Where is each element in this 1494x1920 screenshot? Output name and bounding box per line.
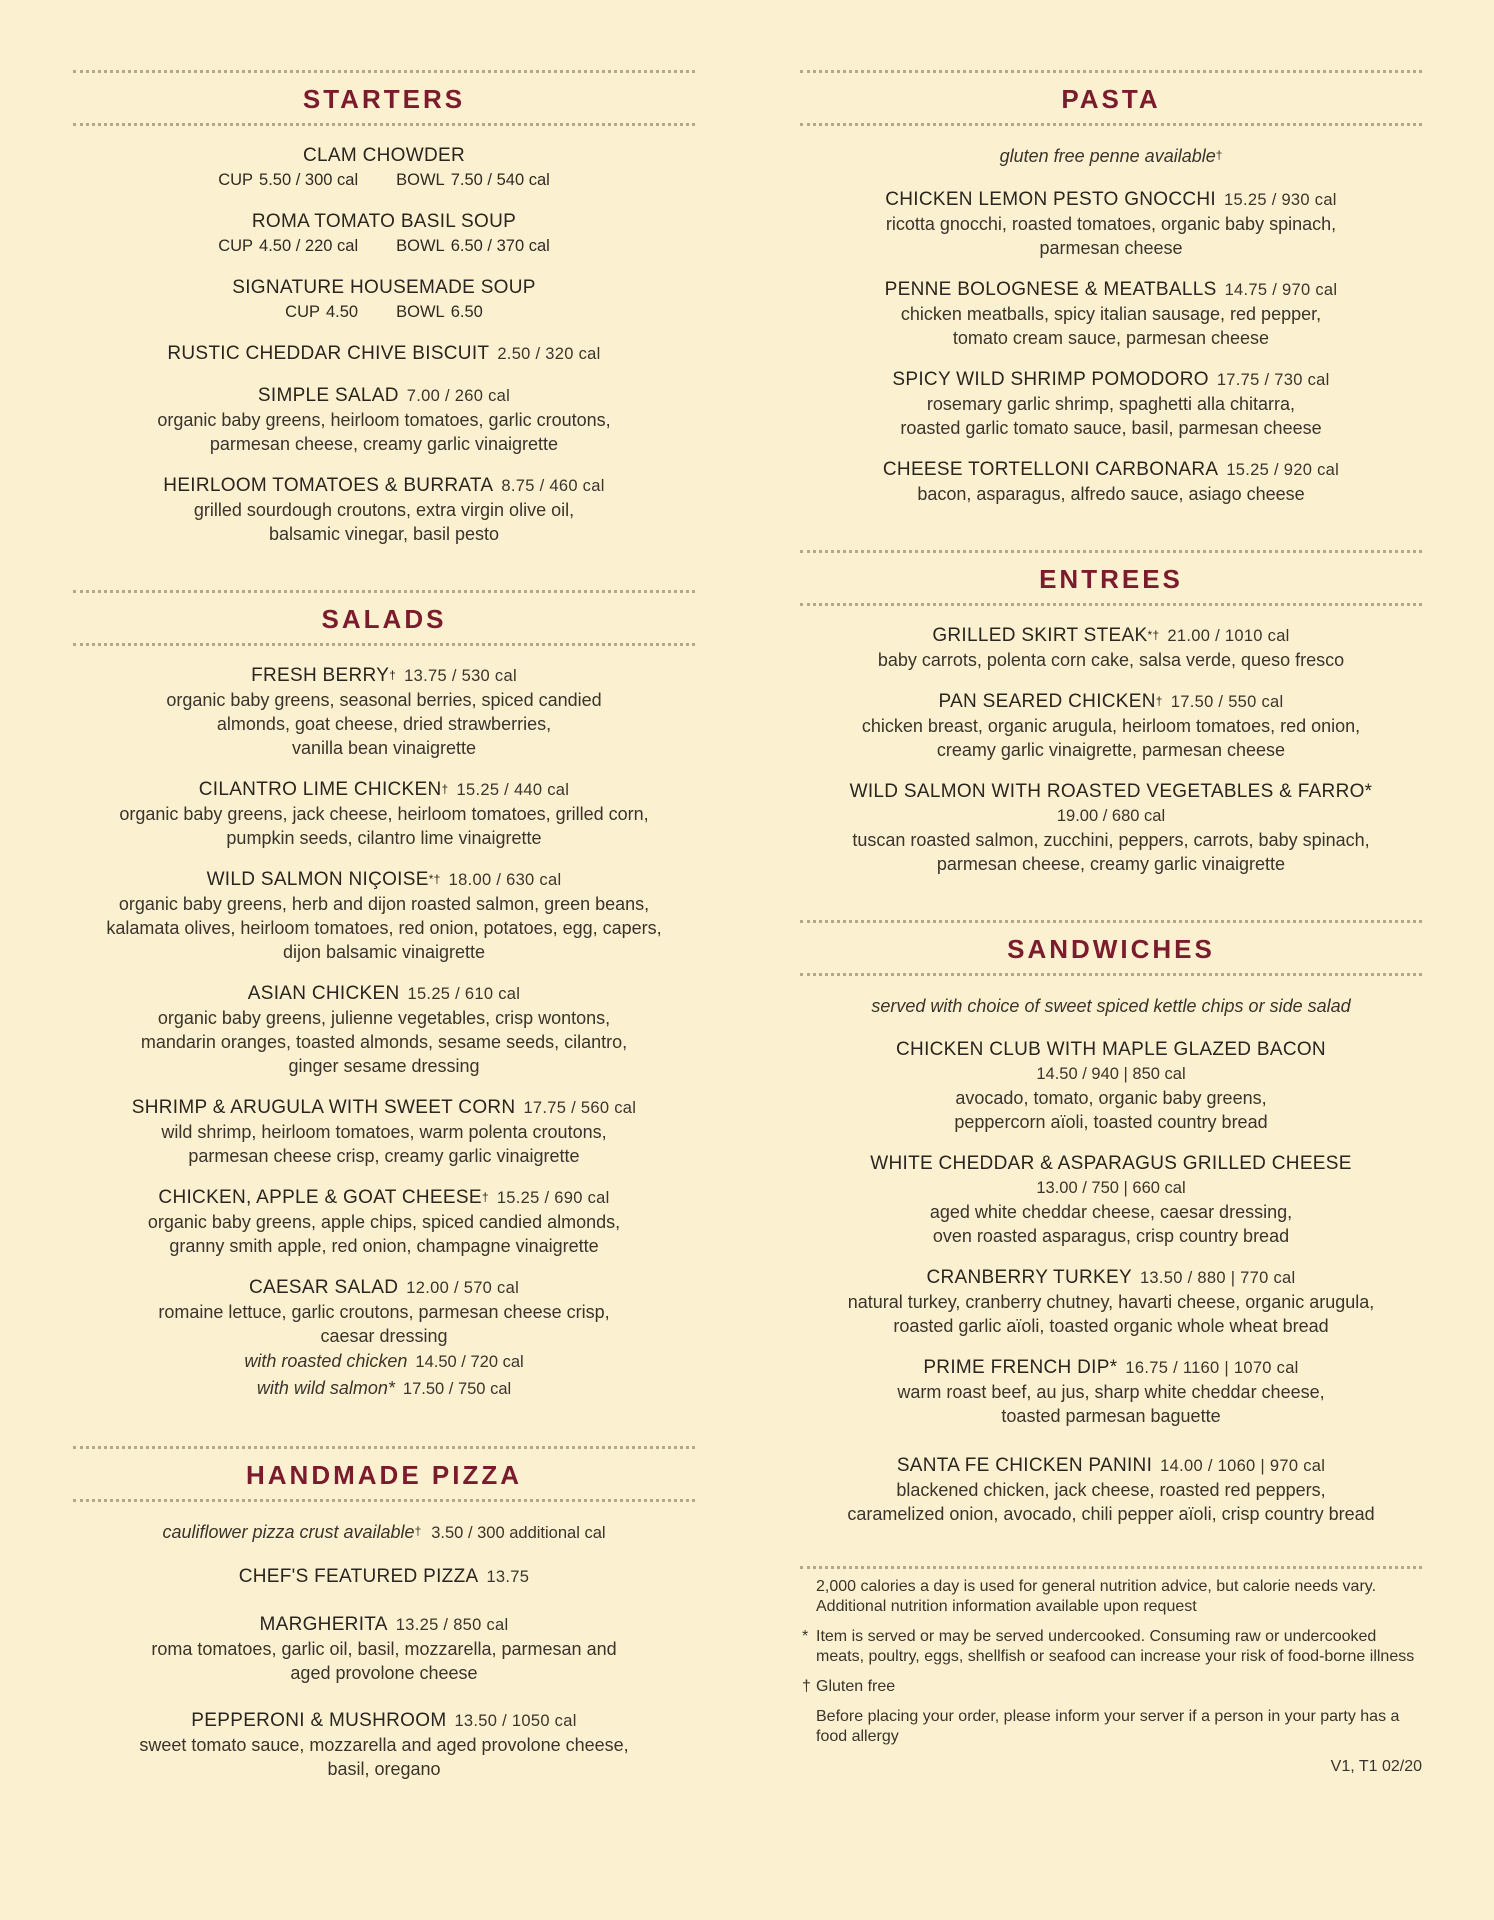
menu-version: V1, T1 02/20 xyxy=(1330,1758,1422,1775)
item-desc: roma tomatoes, garlic oil, basil, mozzarella, parmesan and xyxy=(151,1639,617,1659)
menu-footer xyxy=(800,1566,1422,1777)
item-price: 18.00 / 630 cal xyxy=(448,871,562,889)
item-desc: caesar dressing xyxy=(320,1326,448,1346)
item-desc: warm roast beef, au jus, sharp white cheddar cheese, xyxy=(897,1382,1325,1402)
section-title-pizza: HANDMADE PIZZA xyxy=(246,1460,522,1490)
item-name: CLAM CHOWDER xyxy=(303,145,465,166)
add-on-price: 17.50 / 750 cal xyxy=(402,1380,512,1398)
item-desc: parmesan cheese, creamy garlic vinaigrette xyxy=(209,434,559,454)
item-name: PENNE BOLOGNESE & MEATBALLS xyxy=(884,279,1217,300)
item-desc: toasted parmesan baguette xyxy=(1001,1406,1221,1426)
item-desc: parmesan cheese crisp, creamy garlic vinaigrette xyxy=(188,1146,580,1166)
menu-item-chef-pizza xyxy=(73,1565,695,1589)
bowl-label: BOWL xyxy=(396,171,445,189)
item-price: 13.75 / 530 cal xyxy=(404,667,517,685)
bowl-price: 6.50 xyxy=(450,303,483,321)
item-desc: aged white cheddar cheese, caesar dressing, xyxy=(929,1202,1293,1222)
item-desc: blackened chicken, jack cheese, roasted red peppers, xyxy=(896,1480,1326,1500)
item-name: CILANTRO LIME CHICKEN xyxy=(198,779,442,800)
cup-price: 4.50 / 220 cal xyxy=(259,237,359,255)
item-name: CAESAR SALAD xyxy=(248,1277,399,1298)
menu-item-biscuit xyxy=(73,342,695,366)
menu-item-gnocchi xyxy=(800,188,1422,260)
item-desc: organic baby greens, jack cheese, heirloom tomatoes, grilled corn, xyxy=(119,804,649,824)
cup-label: CUP xyxy=(285,303,320,321)
cup-label: CUP xyxy=(218,171,254,189)
right-column xyxy=(800,70,1422,1777)
menu-item-roma-tomato-soup xyxy=(73,210,695,258)
footnote-gluten-free xyxy=(800,1677,1422,1697)
menu-item-clam-chowder xyxy=(73,144,695,192)
item-name: HEIRLOOM TOMATOES & BURRATA xyxy=(163,475,494,496)
item-desc: avocado, tomato, organic baby greens, xyxy=(955,1088,1267,1108)
item-desc: basil, oregano xyxy=(327,1759,441,1779)
menu-item-french-dip xyxy=(800,1356,1422,1428)
footnote-undercooked xyxy=(800,1627,1422,1667)
menu-item-wild-salmon-farro xyxy=(800,780,1422,876)
item-desc: ginger sesame dressing xyxy=(288,1056,480,1076)
item-desc: romaine lettuce, garlic croutons, parmesan cheese crisp, xyxy=(158,1302,610,1322)
item-desc: oven roasted asparagus, crisp country bread xyxy=(932,1226,1290,1246)
bowl-price: 7.50 / 540 cal xyxy=(450,171,550,189)
item-desc: caramelized onion, avocado, chili pepper aïoli, crisp country bread xyxy=(847,1504,1375,1524)
menu-item-chicken-club xyxy=(800,1038,1422,1134)
footnote-mark: * xyxy=(802,1628,809,1645)
item-price: 21.00 / 1010 cal xyxy=(1167,627,1290,645)
footnote-text: Gluten free xyxy=(816,1678,896,1695)
cauliflower-crust-note xyxy=(73,1520,695,1545)
gluten-free-mark: † xyxy=(441,782,449,796)
item-desc: ricotta gnocchi, roasted tomatoes, organic baby spinach, xyxy=(885,214,1337,234)
item-desc: mandarin oranges, toasted almonds, sesame seeds, cilantro, xyxy=(140,1032,628,1052)
menu-item-asian-chicken xyxy=(73,982,695,1078)
item-name: SIMPLE SALAD xyxy=(257,385,399,406)
item-name: CRANBERRY TURKEY xyxy=(926,1267,1132,1288)
menu-item-pan-seared-chicken xyxy=(800,690,1422,762)
item-price: 14.00 / 1060 | 970 cal xyxy=(1160,1457,1326,1475)
item-desc: almonds, goat cheese, dried strawberries, xyxy=(216,714,552,734)
add-on-label: with wild salmon* xyxy=(256,1378,395,1398)
item-price: 17.50 / 550 cal xyxy=(1170,693,1284,711)
divider xyxy=(800,1566,1422,1569)
item-desc: balsamic vinegar, basil pesto xyxy=(268,524,500,544)
section-sandwiches xyxy=(800,976,1422,1526)
item-desc: organic baby greens, apple chips, spiced candied almonds, xyxy=(147,1212,621,1232)
item-name: GRILLED SKIRT STEAK xyxy=(932,625,1148,646)
item-name: RUSTIC CHEDDAR CHIVE BISCUIT xyxy=(167,343,490,364)
section-title-sandwiches: SANDWICHES xyxy=(1007,934,1215,964)
note-price: 3.50 / 300 additional cal xyxy=(431,1524,606,1542)
item-price: 15.25 / 690 cal xyxy=(496,1189,610,1207)
item-price: 12.00 / 570 cal xyxy=(406,1279,520,1297)
section-entrees xyxy=(800,606,1422,876)
bowl-label: BOWL xyxy=(396,303,445,321)
menu-item-fresh-berry xyxy=(73,664,695,760)
item-name: PAN SEARED CHICKEN xyxy=(938,691,1156,712)
item-mark: *† xyxy=(1147,628,1160,642)
section-title-entrees: ENTREES xyxy=(1039,564,1183,594)
item-name: PEPPERONI & MUSHROOM xyxy=(191,1710,447,1731)
sandwich-side-note: served with choice of sweet spiced kettle chips or side salad xyxy=(871,996,1351,1016)
item-name: CHICKEN, APPLE & GOAT CHEESE xyxy=(158,1187,482,1208)
item-name: ASIAN CHICKEN xyxy=(247,983,400,1004)
item-desc: bacon, asparagus, alfredo sauce, asiago cheese xyxy=(917,484,1305,504)
section-title-starters: STARTERS xyxy=(302,84,466,114)
gluten-free-penne-note xyxy=(800,144,1422,168)
item-desc: dijon balsamic vinaigrette xyxy=(282,942,486,962)
gluten-free-mark: † xyxy=(481,1190,489,1204)
item-price: 16.75 / 1160 | 1070 cal xyxy=(1125,1359,1299,1377)
item-desc: pumpkin seeds, cilantro lime vinaigrette xyxy=(226,828,542,848)
menu-item-pomodoro xyxy=(800,368,1422,440)
gluten-free-mark: † xyxy=(1155,694,1163,708)
note-text: gluten free penne available xyxy=(999,146,1216,166)
item-price: 17.75 / 560 cal xyxy=(523,1099,637,1117)
item-desc: baby carrots, polenta corn cake, salsa verde, queso fresco xyxy=(877,650,1345,670)
item-desc: kalamata olives, heirloom tomatoes, red onion, potatoes, egg, capers, xyxy=(106,918,662,938)
bowl-label: BOWL xyxy=(396,237,445,255)
gluten-free-mark: † xyxy=(1215,148,1223,162)
menu-item-skirt-steak xyxy=(800,624,1422,672)
item-desc: organic baby greens, herb and dijon roasted salmon, green beans, xyxy=(118,894,650,914)
menu-item-burrata xyxy=(73,474,695,546)
item-price: 15.25 / 920 cal xyxy=(1226,461,1340,479)
add-on-chicken xyxy=(73,1348,695,1375)
item-price: 8.75 / 460 cal xyxy=(501,477,605,495)
item-desc: grilled sourdough croutons, extra virgin olive oil, xyxy=(193,500,575,520)
menu-item-carbonara xyxy=(800,458,1422,506)
item-desc: organic baby greens, seasonal berries, spiced candied xyxy=(166,690,602,710)
menu-item-cranberry-turkey xyxy=(800,1266,1422,1338)
item-price: 13.50 / 1050 cal xyxy=(454,1712,577,1730)
footnote-text: Item is served or may be served undercooked. Consuming raw or undercooked meats, poultry, eggs, shellfish or seafood can increase your risk of food-borne illness xyxy=(816,1628,1415,1665)
item-name: WHITE CHEDDAR & ASPARAGUS GRILLED CHEESE xyxy=(870,1153,1352,1174)
item-desc: parmesan cheese xyxy=(1039,238,1183,258)
item-desc: parmesan cheese, creamy garlic vinaigrette xyxy=(936,854,1286,874)
item-price: 7.00 / 260 cal xyxy=(406,387,511,405)
item-sizes xyxy=(73,300,695,324)
item-name: CHEESE TORTELLONI CARBONARA xyxy=(882,459,1219,480)
item-desc: organic baby greens, heirloom tomatoes, garlic croutons, xyxy=(157,410,611,430)
menu-item-simple-salad xyxy=(73,384,695,456)
item-desc: tomato cream sauce, parmesan cheese xyxy=(952,328,1270,348)
add-on-price: 14.50 / 720 cal xyxy=(415,1353,524,1371)
item-name: SIGNATURE HOUSEMADE SOUP xyxy=(232,277,536,298)
item-price: 13.00 / 750 | 660 cal xyxy=(1036,1179,1186,1197)
item-price: 13.75 xyxy=(486,1568,530,1586)
footnote-calories: 2,000 calories a day is used for general nutrition advice, but calorie needs vary. Additional nutrition information available upon request xyxy=(816,1578,1377,1615)
item-price: 19.00 / 680 cal xyxy=(1056,807,1166,825)
gluten-free-mark: † xyxy=(414,1524,422,1538)
cup-price: 4.50 xyxy=(326,303,359,321)
section-starters xyxy=(73,126,695,546)
note-text: cauliflower pizza crust available xyxy=(162,1522,415,1542)
item-mark: *† xyxy=(428,872,441,886)
item-name: PRIME FRENCH DIP* xyxy=(923,1357,1118,1378)
item-name: ROMA TOMATO BASIL SOUP xyxy=(251,211,517,232)
menu-item-shrimp-arugula xyxy=(73,1096,695,1168)
item-price: 14.75 / 970 cal xyxy=(1224,281,1338,299)
item-price: 15.25 / 440 cal xyxy=(456,781,570,799)
item-price: 17.75 / 730 cal xyxy=(1216,371,1330,389)
item-price: 14.50 / 940 | 850 cal xyxy=(1036,1065,1186,1083)
item-desc: granny smith apple, red onion, champagne vinaigrette xyxy=(169,1236,599,1256)
menu-item-margherita xyxy=(73,1613,695,1685)
item-desc: aged provolone cheese xyxy=(290,1663,478,1683)
item-price: 13.25 / 850 cal xyxy=(395,1616,509,1634)
item-name: MARGHERITA xyxy=(259,1614,388,1635)
item-name: SPICY WILD SHRIMP POMODORO xyxy=(892,369,1209,390)
left-column xyxy=(73,70,695,1799)
item-name: SANTA FE CHICKEN PANINI xyxy=(896,1455,1153,1476)
menu-item-cilantro-lime xyxy=(73,778,695,850)
item-name: WILD SALMON NIÇOISE xyxy=(206,869,429,890)
section-title-pasta: PASTA xyxy=(1061,84,1161,114)
section-pizza xyxy=(73,1502,695,1781)
item-price: 15.25 / 930 cal xyxy=(1224,191,1337,209)
item-desc: tuscan roasted salmon, zucchini, peppers, carrots, baby spinach, xyxy=(852,830,1370,850)
item-desc: creamy garlic vinaigrette, parmesan cheese xyxy=(936,740,1286,760)
add-on-label: with roasted chicken xyxy=(244,1351,408,1371)
item-desc: organic baby greens, julienne vegetables, crisp wontons, xyxy=(157,1008,611,1028)
footnote-allergy: Before placing your order, please inform your server if a person in your party has a food allergy xyxy=(816,1708,1400,1745)
item-desc: peppercorn aïoli, toasted country bread xyxy=(954,1112,1268,1132)
section-salads xyxy=(73,646,695,1402)
add-on-salmon xyxy=(73,1375,695,1402)
item-desc: sweet tomato sauce, mozzarella and aged provolone cheese, xyxy=(139,1735,629,1755)
item-desc: vanilla bean vinaigrette xyxy=(291,738,477,758)
item-name: CHEF'S FEATURED PIZZA xyxy=(238,1566,479,1587)
bowl-price: 6.50 / 370 cal xyxy=(450,237,550,255)
footnote-mark: † xyxy=(802,1678,811,1695)
item-desc: wild shrimp, heirloom tomatoes, warm polenta croutons, xyxy=(161,1122,607,1142)
section-title-salads: SALADS xyxy=(321,604,447,634)
menu-item-grilled-cheese xyxy=(800,1152,1422,1248)
item-desc: chicken breast, organic arugula, heirloom tomatoes, red onion, xyxy=(861,716,1361,736)
menu-item-apple-goat-cheese xyxy=(73,1186,695,1258)
item-desc: natural turkey, cranberry chutney, havarti cheese, organic arugula, xyxy=(847,1292,1375,1312)
cup-label: CUP xyxy=(218,237,254,255)
item-sizes xyxy=(73,168,695,192)
gluten-free-mark: † xyxy=(389,668,397,682)
item-name: CHICKEN LEMON PESTO GNOCCHI xyxy=(885,189,1217,210)
item-desc: roasted garlic aïoli, toasted organic whole wheat bread xyxy=(893,1316,1329,1336)
menu-item-pepperoni xyxy=(73,1709,695,1781)
cup-price: 5.50 / 300 cal xyxy=(259,171,359,189)
item-price: 15.25 / 610 cal xyxy=(407,985,521,1003)
item-name: FRESH BERRY xyxy=(251,665,390,686)
menu-item-santa-fe-panini xyxy=(800,1454,1422,1526)
item-name: WILD SALMON WITH ROASTED VEGETABLES & FARRO* xyxy=(849,781,1373,802)
menu-item-bolognese xyxy=(800,278,1422,350)
item-name: SHRIMP & ARUGULA WITH SWEET CORN xyxy=(131,1097,516,1118)
item-desc: chicken meatballs, spicy italian sausage, red pepper, xyxy=(900,304,1322,324)
item-price: 13.50 / 880 | 770 cal xyxy=(1139,1269,1296,1287)
item-desc: roasted garlic tomato sauce, basil, parmesan cheese xyxy=(900,418,1322,438)
menu-item-salmon-nicoise xyxy=(73,868,695,964)
item-name: CHICKEN CLUB WITH MAPLE GLAZED BACON xyxy=(896,1039,1326,1060)
menu-item-signature-soup xyxy=(73,276,695,324)
section-pasta xyxy=(800,126,1422,506)
item-price: 2.50 / 320 cal xyxy=(497,345,601,363)
item-desc: rosemary garlic shrimp, spaghetti alla chitarra, xyxy=(926,394,1296,414)
menu-item-caesar xyxy=(73,1276,695,1402)
item-sizes xyxy=(73,234,695,258)
